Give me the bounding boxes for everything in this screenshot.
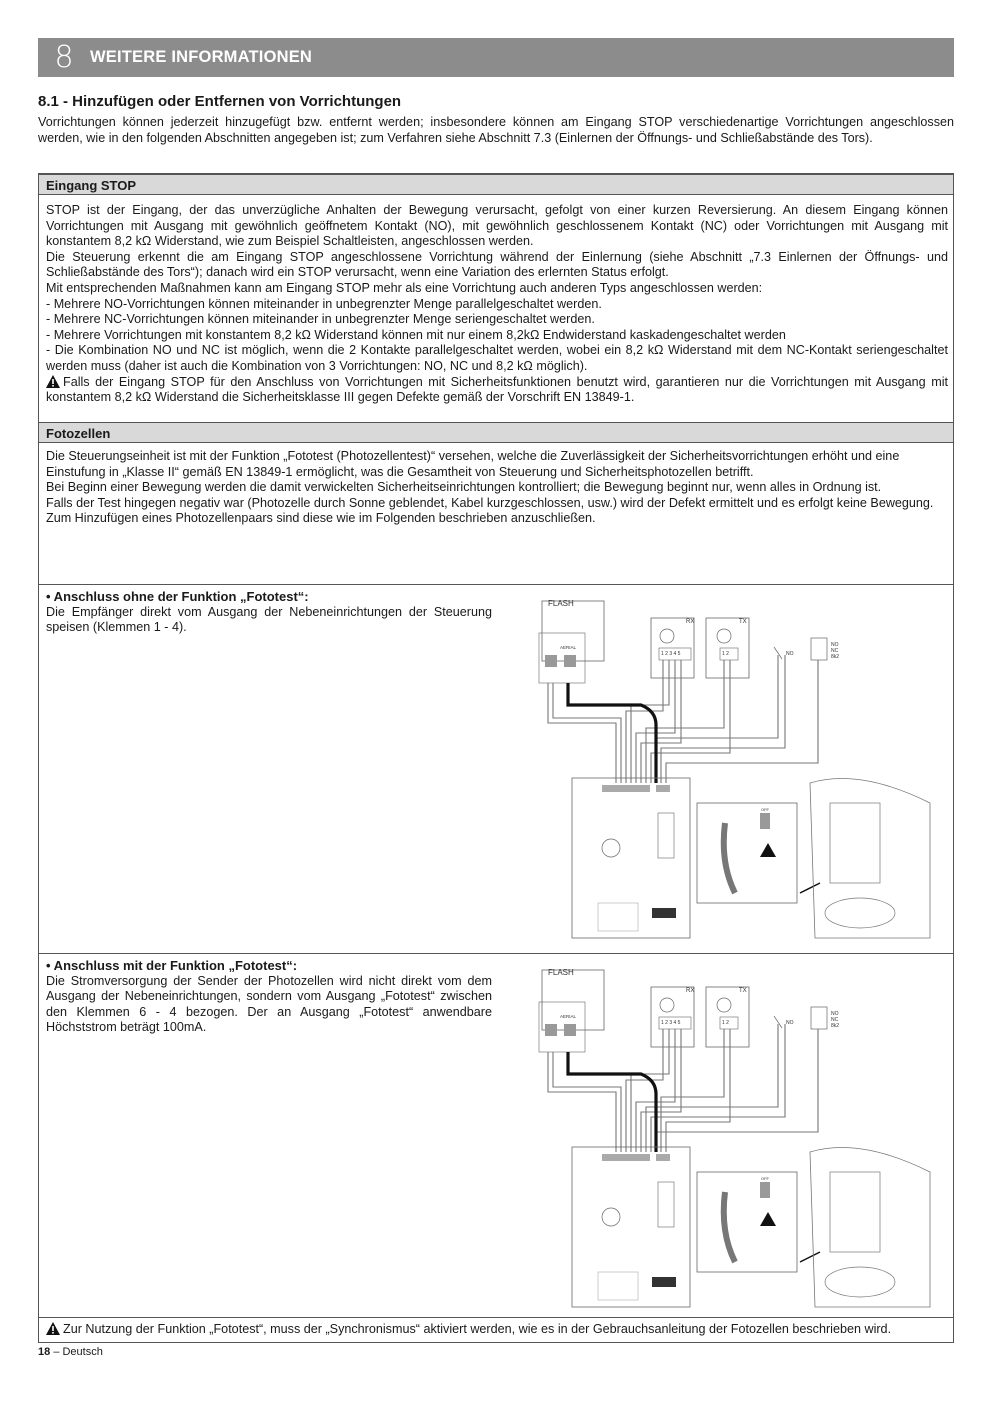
- diagram-label: 1 2: [722, 1020, 729, 1026]
- diagram-label: 8k2: [831, 1023, 840, 1029]
- stop-heading: Eingang STOP: [39, 174, 953, 195]
- diagram-label: AERIAL: [560, 1014, 577, 1019]
- installation-detail: [697, 1148, 930, 1308]
- chapter-header: [38, 38, 954, 77]
- diagram-label: FLASH: [548, 968, 574, 977]
- divider: [39, 1317, 953, 1318]
- stop-list-item: - Mehrere NO-Vorrichtungen können miteinander in unbegrenzter Menge parallelgeschaltet werden.: [46, 296, 602, 311]
- stop-paragraph-2: Die Steuerung erkennt die am Eingang STOP angeschlossene Vorrichtung während der Einlernung (siehe Abschnitt „7.3 Einlernen der Öffnungs- und Schließabstände des Tors“); danach wird ein STOP verursacht, wenn eine Variation des erlernten Status erfolgt.: [46, 249, 948, 280]
- diagram-label: 1 2 3 4 5: [661, 651, 681, 657]
- warning-icon: [46, 375, 60, 388]
- stop-list-item: - Die Kombination NO und NC ist möglich, wenn die 2 Kontakte parallelgeschaltet werden, wobei ein 8,2 kΩ Widerstand mit dem NC-Kontakt seriengeschaltet werden muss (daher ist auch die Kombination von 3 Vorrichtungen: NO, NC und 8,2 kΩ möglich).: [46, 343, 948, 373]
- control-unit: [572, 778, 690, 938]
- diagram-label: NO: [831, 1011, 839, 1017]
- diagram-label: OFF: [761, 807, 769, 812]
- divider: [39, 953, 953, 954]
- divider: [39, 584, 953, 585]
- foto-heading: Fotozellen: [39, 422, 953, 443]
- fototest-note-text: Zur Nutzung der Funktion „Fototest“, muss der „Synchronismus“ aktiviert werden, wie es in der Gebrauchsanleitung der Fotozellen beschrieben wird.: [63, 1322, 892, 1336]
- without-fototest-block: [46, 589, 492, 636]
- stop-paragraph-3: Mit entsprechenden Maßnahmen kann am Eingang STOP mehr als eine Vorrichtung auch anderen Typs angeschlossen werden:: [46, 280, 763, 295]
- diagram-label: AERIAL: [560, 645, 577, 650]
- diagram-label: NO: [831, 642, 839, 648]
- diagram-label: NO: [786, 651, 794, 657]
- page-footer: [38, 1346, 103, 1358]
- diagram-label: TX: [739, 988, 747, 994]
- diagram-label: RX: [686, 988, 695, 994]
- with-fototest-block: [46, 958, 492, 1036]
- diagram-label: OFF: [761, 1176, 769, 1181]
- photocell-rx: [651, 618, 694, 678]
- diagram-label: RX: [686, 619, 695, 625]
- photocell-tx: [706, 618, 749, 678]
- foto-paragraph-1: Die Steuerungseinheit ist mit der Funktion „Fototest (Photozellentest)“ versehen, welche die Zuverlässigkeit der Sicherheitsvorrichtungen erhöht und eine Einstufung in „Klasse II“ gemäß EN 13849-1 ermöglicht, was die Gesamtheit von Steuerung und Sicherheitsphotozellen betrifft.: [46, 449, 900, 479]
- flash-lamp: [542, 599, 604, 661]
- diagram-label: 1 2 3 4 5: [661, 1020, 681, 1026]
- footer-language: – Deutsch: [53, 1346, 103, 1358]
- diagram-label: 1 2: [722, 651, 729, 657]
- flash-lamp: [542, 968, 604, 1030]
- stop-text: [46, 203, 948, 406]
- stop-list-item: - Mehrere Vorrichtungen mit konstantem 8,2 kΩ Widerstand können mit nur einem 8,2kΩ Endwiderstand kaskadengeschaltet werden: [46, 327, 786, 342]
- chapter-title: WEITERE INFORMATIONEN: [90, 48, 313, 66]
- fototest-note: [46, 1322, 948, 1338]
- without-fototest-text: Die Empfänger direkt vom Ausgang der Nebeneinrichtungen der Steuerung speisen (Klemmen 1 - 4).: [46, 604, 492, 635]
- section-title: 8.1 - Hinzufügen oder Entfernen von Vorrichtungen: [38, 93, 402, 110]
- diagram-label: 8k2: [831, 654, 840, 660]
- stop-contact: [774, 638, 839, 660]
- page-number: 18: [38, 1346, 51, 1358]
- foto-text: [46, 449, 948, 527]
- stop-list-item: - Mehrere NC-Vorrichtungen können miteinander in unbegrenzter Menge seriengeschaltet werden.: [46, 312, 595, 327]
- installation-detail: [697, 779, 930, 939]
- wires: [548, 1024, 818, 1152]
- with-fototest-text: Die Stromversorgung der Sender der Photozellen wird nicht direkt vom dem Ausgang der Nebeneinrichtungen, sondern vom Ausgang „Fototest“ zwischen den Klemmen 6 - 4 bezogen. Der an Ausgang „Fototest“ anwendbare Höchststrom beträgt 100mA.: [46, 973, 492, 1035]
- chapter-number: 8: [54, 40, 74, 75]
- control-unit: [572, 1147, 690, 1307]
- photocell-rx: [651, 987, 694, 1047]
- diagram-label: NC: [831, 648, 839, 654]
- photocell-tx: [706, 987, 749, 1047]
- stop-warning-text: Falls der Eingang STOP für den Anschluss von Vorrichtungen mit Sicherheitsfunktionen benutzt wird, garantieren nur die Vorrichtungen mit Ausgang mit konstantem 8,2 kΩ Widerstand die Sicherheitsklasse III gegen Defekte gemäß der Vorschrift EN 13849-1.: [46, 374, 948, 405]
- stop-warning: [46, 375, 948, 406]
- stop-contact: [774, 1007, 839, 1029]
- diagram-label: NO: [786, 1020, 794, 1026]
- diagram-label: FLASH: [548, 599, 574, 608]
- diagram-label: TX: [739, 619, 747, 625]
- diagram-label: NC: [831, 1017, 839, 1023]
- without-fototest-title: • Anschluss ohne der Funktion „Fototest“:: [46, 589, 309, 604]
- foto-paragraph-4: Zum Hinzufügen eines Photozellenpaars sind diese wie im Folgenden beschrieben anzuschließen.: [46, 511, 596, 526]
- wiring-diagram-with-fototest: [520, 962, 945, 1312]
- wires: [548, 655, 818, 783]
- foto-paragraph-2: Bei Beginn einer Bewegung werden die damit verwickelten Sicherheitseinrichtungen kontrolliert; die Bewegung beginnt nur, wenn alles in Ordnung ist.: [46, 480, 882, 495]
- foto-paragraph-3: Falls der Test hingegen negativ war (Photozelle durch Sonne geblendet, Kabel kurzgeschlossen, usw.) wird der Defekt ermittelt und es erfolgt keine Bewegung.: [46, 495, 934, 510]
- with-fototest-title: • Anschluss mit der Funktion „Fototest“:: [46, 958, 298, 973]
- stop-paragraph-1: STOP ist der Eingang, der das unverzügliche Anhalten der Bewegung verursacht, gefolgt von einer kurzen Reversierung. An diesem Eingang können Vorrichtungen mit Ausgang mit gewöhnlich geöffnetem Kontakt (NO), mit gewöhnlich geschlossenem Kontakt (NC) oder Vorrichtungen mit Ausgang mit konstantem 8,2 kΩ Widerstand, wie zum Beispiel Schaltleisten, angeschlossen werden.: [46, 203, 948, 249]
- warning-icon: [46, 1322, 60, 1335]
- section-intro: Vorrichtungen können jederzeit hinzugefügt bzw. entfernt werden; insbesondere können am Eingang STOP verschiedenartige Vorrichtungen angeschlossen werden, wie in den folgenden Abschnitten angegeben ist; zum Verfahren siehe Abschnitt 7.3 (Einlernen der Öffnungs- und Schließabstände des Tors).: [38, 115, 954, 145]
- wiring-diagram-without-fototest: [520, 593, 945, 943]
